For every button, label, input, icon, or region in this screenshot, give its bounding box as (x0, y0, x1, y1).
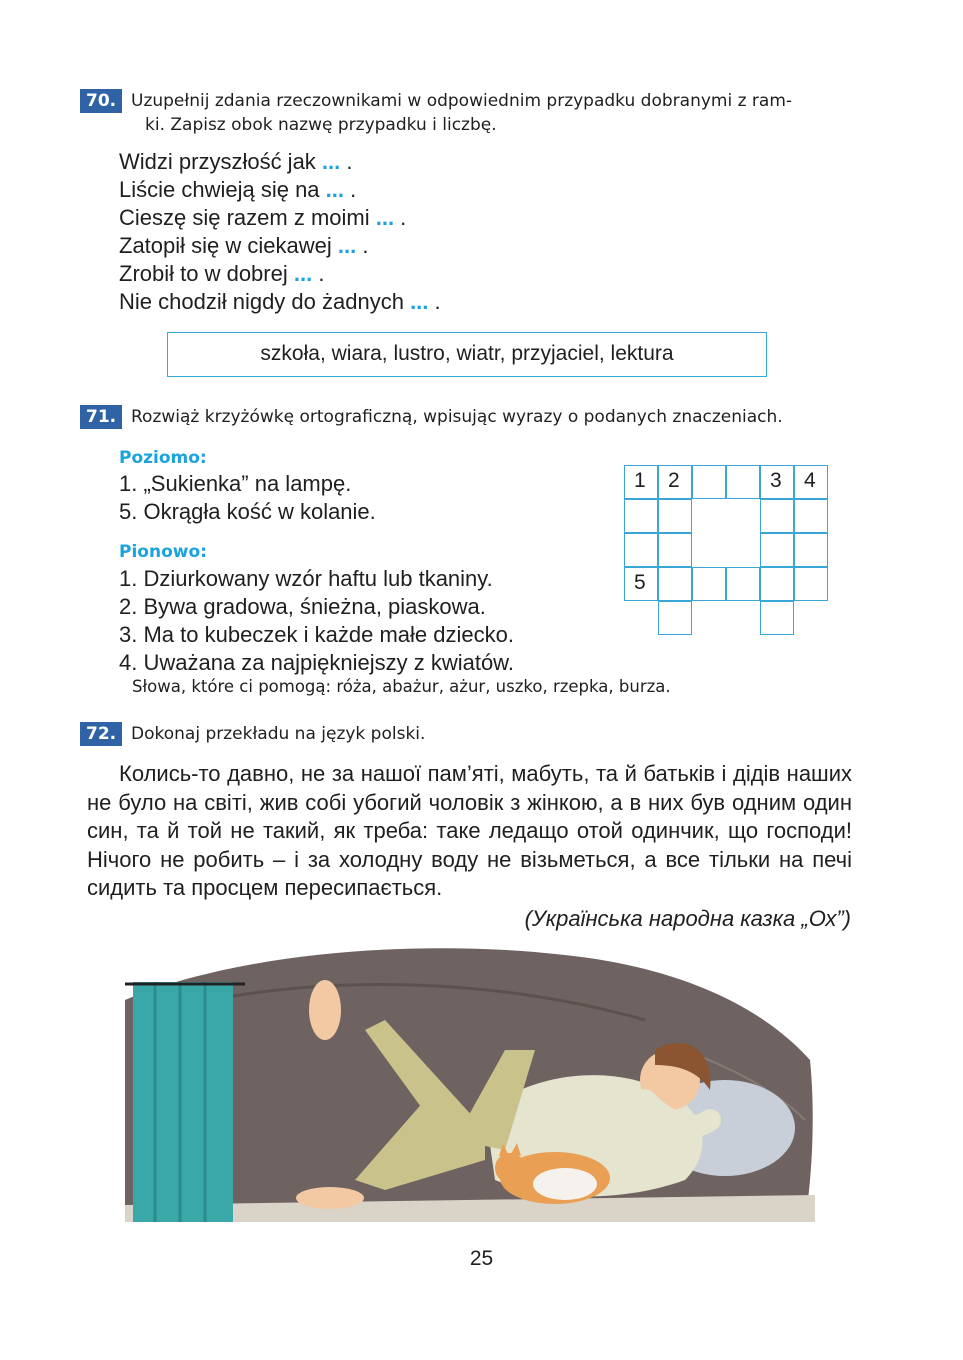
sentence-text: Widzi przyszłość jak (119, 149, 322, 174)
ukrainian-text: Колись-то давно, не за нашої пам’яті, мабуть, та й батьків і дідів наших не було на світі, жив собі убогий чоловік з жінкою, а в них був одним один син, та й той не такий, як треба: таке ледащо отой одинчик, що господи! Нічого не робить – і за холодну воду не візьметься, а все тільки на печі сидить та просцем пересипається. (87, 761, 852, 900)
sentence-text: Cieszę się razem z moimi (119, 205, 376, 230)
curtain (133, 982, 233, 1222)
page-number: 25 (469, 1247, 494, 1270)
sentence-end: . (394, 205, 407, 230)
sentence-text: Liście chwieją się na (119, 177, 326, 202)
down-clue-1: 1. Dziurkowany wzór haftu lub tkaniny. (119, 566, 493, 591)
sentence-text: Zatopił się w ciekawej (119, 233, 338, 258)
crossword-cell[interactable] (692, 567, 726, 601)
down-clue-3: 3. Ma to kubeczek i każde małe dziecko. (119, 622, 514, 647)
sentence-text: Nie chodził nigdy do żadnych (119, 289, 411, 314)
down-clue-2: 2. Bywa gradowa, śnieżna, piaskowa. (119, 594, 486, 619)
crossword-cell[interactable]: 3 (760, 465, 794, 499)
crossword-cell[interactable] (624, 499, 658, 533)
word-bank-box: szkoła, wiara, lustro, wiatr, przyjaciel, lektura (167, 332, 767, 377)
crossword-cell[interactable] (692, 465, 726, 499)
exercise-71-instruction: Rozwiąż krzyżówkę ortograficzną, wpisując wyrazy o podanych znaczeniach. (131, 407, 783, 427)
down-clue-4: 4. Uważana za najpiękniejszy z kwiatów. (119, 650, 514, 675)
exercise-70-badge: 70. (80, 89, 122, 113)
blank-dots: ... (293, 261, 313, 286)
crossword-cell[interactable] (658, 567, 692, 601)
blank-dots: ... (325, 177, 345, 202)
sentence-end: . (312, 261, 325, 286)
sentence-2 (119, 176, 356, 204)
crossword-cell[interactable]: 5 (624, 567, 658, 601)
exercise-70-instruction-line1: Uzupełnij zdania rzeczownikami w odpowiednim przypadku dobranymi z ram- (131, 91, 793, 111)
sentence-end: . (344, 177, 357, 202)
crossword-cell[interactable] (658, 499, 692, 533)
crossword-cell[interactable] (760, 567, 794, 601)
foot (309, 980, 341, 1040)
across-heading: Poziomo: (119, 448, 207, 468)
crossword-cell[interactable] (726, 567, 760, 601)
sentence-1 (119, 148, 353, 176)
crossword-cell[interactable] (794, 499, 828, 533)
crossword-cell[interactable] (624, 533, 658, 567)
sentence-text: Zrobił to w dobrej (119, 261, 294, 286)
exercise-71-badge: 71. (80, 405, 122, 429)
foot (296, 1187, 364, 1209)
blank-dots: ... (410, 289, 429, 314)
crossword-cell[interactable] (658, 601, 692, 635)
blank-dots: ... (375, 205, 395, 230)
crossword-cell[interactable]: 2 (658, 465, 692, 499)
exercise-72-instruction: Dokonaj przekładu na język polski. (131, 724, 426, 744)
blank-dots: ... (321, 149, 341, 174)
across-clue-1: 1. „Sukienka” na lampę. (119, 471, 352, 496)
crossword-cell[interactable] (794, 533, 828, 567)
crossword-cell[interactable] (658, 533, 692, 567)
crossword-cell[interactable] (760, 601, 794, 635)
blank-dots: ... (337, 233, 357, 258)
sentence-6 (119, 288, 441, 316)
down-heading: Pionowo: (119, 542, 207, 562)
sentence-4 (119, 232, 368, 260)
across-clue-5: 5. Okrągła kość w kolanie. (119, 499, 376, 524)
sentence-end: . (428, 289, 441, 314)
exercise-72-badge: 72. (80, 722, 122, 746)
crossword-cell[interactable] (760, 499, 794, 533)
lazy-man-lying-with-cat-illustration (125, 940, 815, 1222)
sentence-5 (119, 260, 324, 288)
crossword-cell[interactable]: 1 (624, 465, 658, 499)
crossword-cell[interactable] (760, 533, 794, 567)
sentence-end: . (356, 233, 369, 258)
helper-words: Słowa, które ci pomogą: róża, abażur, ażur, uszko, rzepka, burza. (132, 677, 671, 696)
text-source: (Українська народна казка „Ох”) (524, 906, 851, 931)
crossword-cell[interactable] (794, 567, 828, 601)
exercise-70-instruction-line2: ki. Zapisz obok nazwę przypadku i liczbę. (145, 115, 497, 135)
sentence-3 (119, 204, 406, 232)
sentence-end: . (340, 149, 353, 174)
crossword-cell[interactable]: 4 (794, 465, 828, 499)
crossword-cell[interactable] (726, 465, 760, 499)
